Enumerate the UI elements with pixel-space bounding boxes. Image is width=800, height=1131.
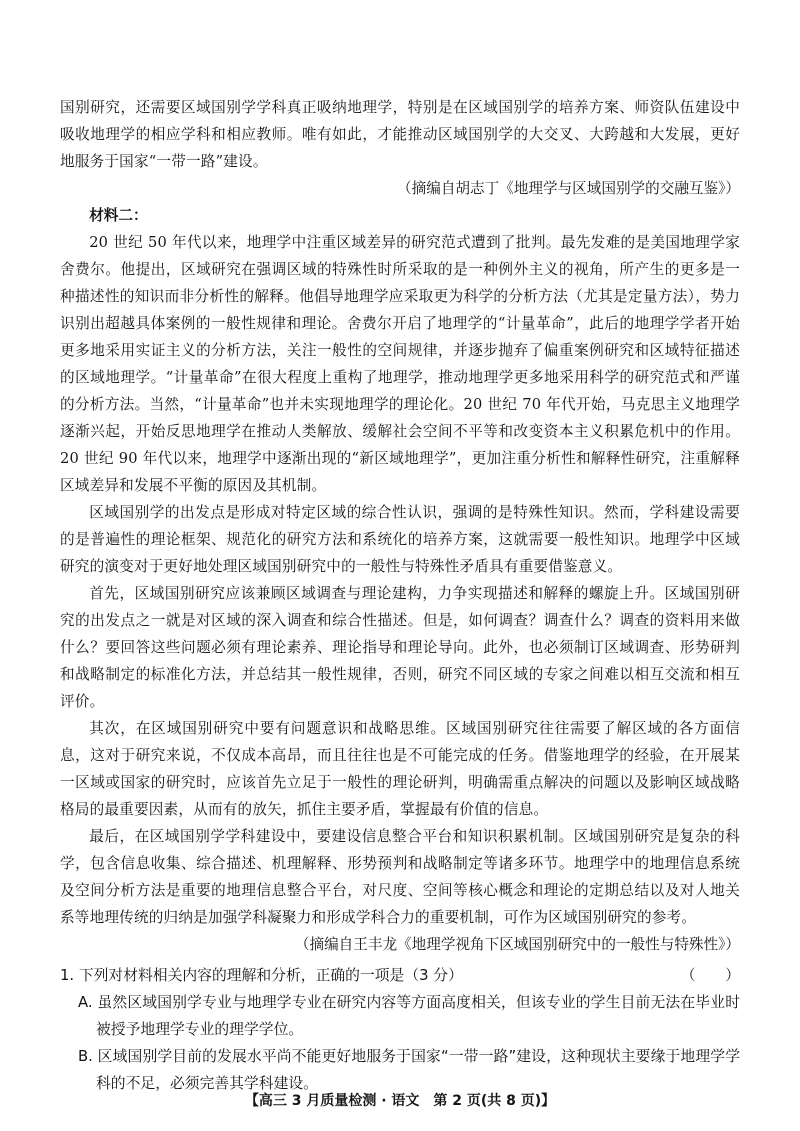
material2-paragraph-1: 20 世纪 50 年代以来，地理学中注重区域差异的研究范式遭到了批判。最先发难的是美国地理学家舍费尔。他提出，区域研究在强调区域的特殊性时所采取的是一种例外主义的视角，所产生的更多是一种描述性的知识而非分析性的解释。他倡导地理学应采取更为科学的分析方法（尤其是定量方法），势力识别出超越具体案例的一般性规律和理论。舍费尔开启了地理学的“计量革命”，此后的地理学学者开始更多地采用实证主义的分析方法，关注一般性的空间规律，并逐步抛弃了偏重案例研究和区域特征描述的区域地理学。“计量革命”在很大程度上重构了地理学，推动地理学更多地采用科学的研究范式和严谨的分析方法。当然，“计量革命”也并未实现地理学的理论化。20 世纪 70 年代开始，马克思主义地理学逐渐兴起，开始反思地理学在推动人类解放、缓解社会空间不平等和改变资本主义积累危机中的作用。20 世纪 90 年代以来，地理学中逐渐出现的“新区域地理学”，更加注重分析性和解释性研究，注重解释区域差异和发展不平衡的原因及其机制。	[60, 234, 740, 494]
material1-source: （摘编自胡志丁《地理学与区域国别学的交融互鉴》）	[397, 180, 740, 197]
content-area	[60, 94, 740, 1097]
material2-paragraph-2: 区域国别学的出发点是形成对特定区域的综合性认识，强调的是特殊性知识。然而，学科建设需要的是普遍性的理论框架、规范化的研究方法和系统化的培养方案，这就需要一般性知识。地理学中区域研究的演变对于更好地处理区域国别研究中的一般性与特殊性矛盾具有重要借鉴意义。	[60, 504, 740, 575]
material1-tail-paragraph: 国别研究，还需要区域国别学学科真正吸纳地理学，特别是在区域国别学的培养方案、师资队伍建设中吸收地理学的相应学科和相应教师。唯有如此，才能推动区域国别学的大交叉、大跨越和大发展，更好地服务于国家“一带一路”建设。	[60, 99, 740, 170]
page-footer: 【高三 3 月质量检测 · 语文 第 2 页(共 8 页)】	[244, 1093, 556, 1109]
material2-paragraph-4: 其次，在区域国别研究中要有问题意识和战略思维。区域国别研究往往需要了解区域的各方面信息，这对于研究来说，不仅成本高昂，而且往往也是不可能完成的任务。借鉴地理学的经验，在开展某一区域或国家的研究时，应该首先立足于一般性的理论研判，明确需重点解决的问题以及影响区域战略格局的最重要因素，从而有的放矢，抓住主要矛盾，掌握最有价值的信息。	[60, 720, 740, 818]
question-1-stem: 1. 下列对材料相关内容的理解和分析，正确的一项是（3 分）	[60, 967, 463, 984]
option-b: B. 区域国别学目前的发展水平尚不能更好地服务于国家“一带一路”建设，这种现状主要缘于地理学学科的不足，必须完善其学科建设。	[78, 1048, 740, 1092]
answer-blank: （ ）	[680, 967, 740, 984]
material2-label: 材料二：	[89, 207, 148, 224]
material2-paragraph-3: 首先，区域国别研究应该兼顾区域调查与理论建构，力争实现描述和解释的螺旋上升。区域国别研究的出发点之一就是对区域的深入调查和综合性描述。但是，如何调查？调查什么？调查的资料用来做什么？要回答这些问题必须有理论素养、理论指导和理论导向。此外，也必须制订区域调查、形势研判和战略制定的标准化方法，并总结其一般性规律，否则，研究不同区域的专家之间难以相互交流和相互评价。	[60, 585, 740, 710]
material2-paragraph-5: 最后，在区域国别学学科建设中，要建设信息整合平台和知识积累机制。区域国别研究是复杂的科学，包含信息收集、综合描述、机理解释、形势预判和战略制定等诸多环节。地理学中的地理信息系统及空间分析方法是重要的地理信息整合平台，对尺度、空间等核心概念和理论的定期总结以及对人地关系等地理传统的归纳是加强学科凝聚力和形成学科合力的重要机制，可作为区域国别研究的参考。	[60, 828, 740, 926]
material2-source: （摘编自王丰龙《地理学视角下区域国别研究中的一般性与特殊性》）	[294, 936, 740, 953]
question-1	[60, 962, 740, 989]
option-a: A. 虽然区域国别学专业与地理学专业在研究内容等方面高度相关，但该专业的学生目前无法在毕业时被授予地理学专业的理学学位。	[78, 994, 740, 1038]
